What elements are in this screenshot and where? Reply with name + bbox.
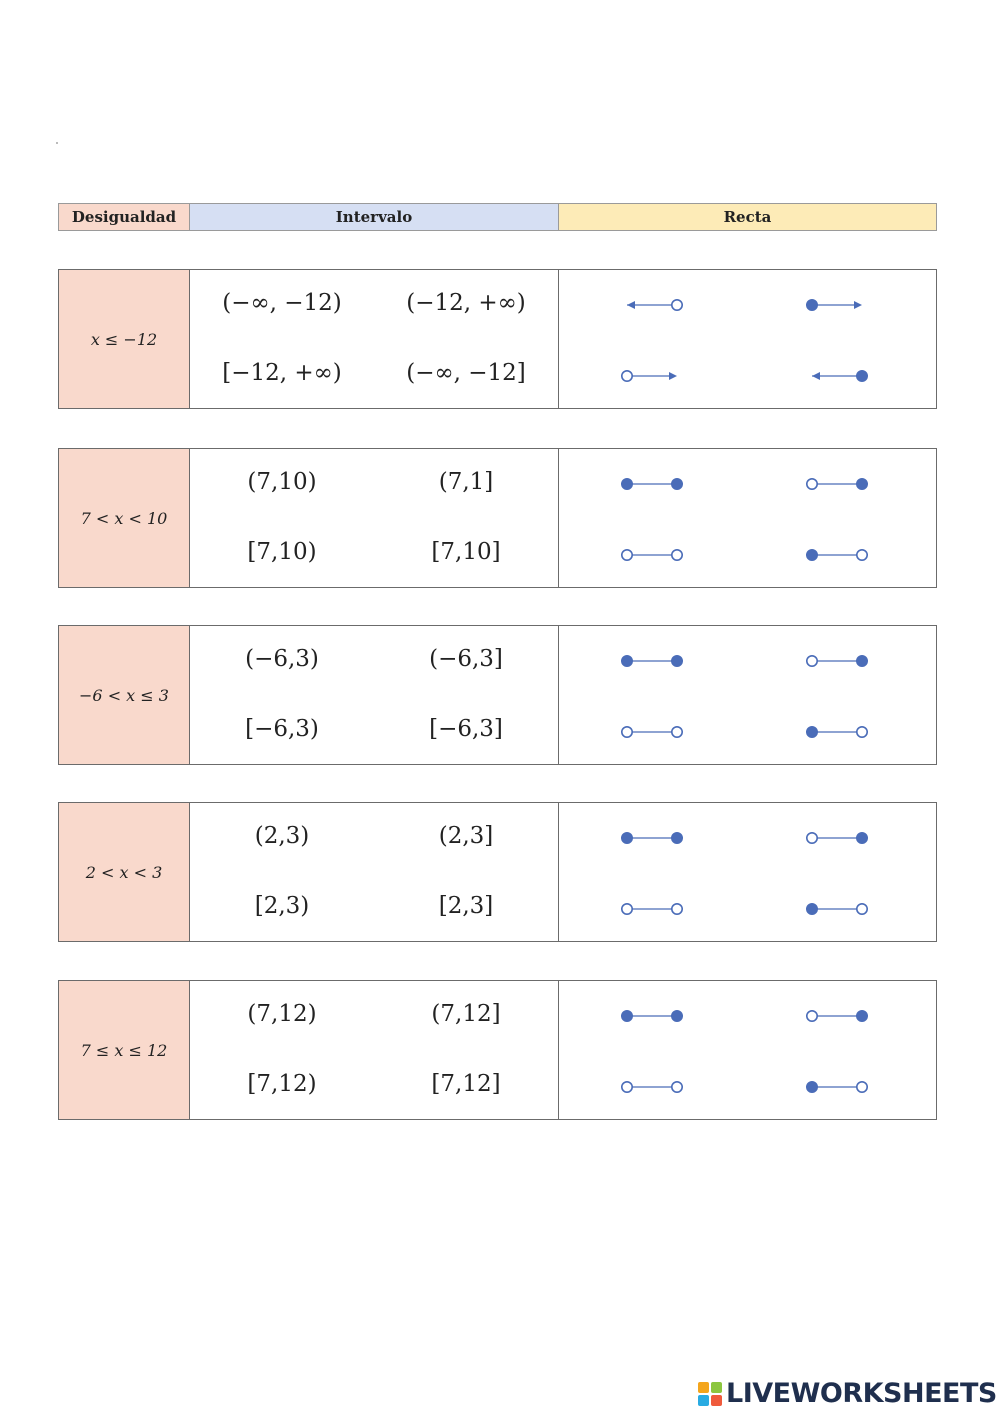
number-line-option[interactable]: [807, 727, 867, 737]
interval-option[interactable]: (−∞, −12]: [406, 360, 526, 386]
open-endpoint: [672, 1082, 682, 1092]
open-endpoint: [857, 904, 867, 914]
logo-text: LIVEWORKSHEETS: [726, 1378, 997, 1409]
open-endpoint: [672, 550, 682, 560]
open-endpoint: [807, 656, 817, 666]
closed-endpoint: [857, 1011, 867, 1021]
closed-endpoint: [622, 1011, 632, 1021]
open-endpoint: [672, 904, 682, 914]
closed-endpoint: [807, 550, 817, 560]
open-endpoint: [622, 550, 632, 560]
interval-option[interactable]: [7,10): [247, 539, 317, 565]
exercise-block: [58, 448, 937, 588]
inequality-label: 7 < x < 10: [59, 449, 190, 587]
number-line-option[interactable]: [807, 479, 867, 489]
closed-endpoint: [807, 1082, 817, 1092]
number-line-option[interactable]: [807, 904, 867, 914]
open-endpoint: [672, 727, 682, 737]
interval-option[interactable]: [−12, +∞): [222, 360, 342, 386]
arrow-right-icon: [854, 301, 862, 309]
number-line-option[interactable]: [622, 479, 682, 489]
interval-option[interactable]: (7,10): [247, 469, 317, 495]
interval-options: [190, 449, 559, 587]
open-endpoint: [857, 550, 867, 560]
interval-option[interactable]: [2,3): [254, 893, 310, 919]
logo-icon: [698, 1382, 722, 1406]
inequality-label: −6 < x ≤ 3: [59, 626, 190, 764]
closed-endpoint: [622, 656, 632, 666]
number-line-option[interactable]: [807, 1011, 867, 1021]
number-line-option[interactable]: [622, 550, 682, 560]
open-endpoint: [622, 904, 632, 914]
interval-option[interactable]: (−12, +∞): [406, 290, 526, 316]
stray-mark: [56, 142, 58, 144]
arrow-left-icon: [627, 301, 635, 309]
open-endpoint: [857, 1082, 867, 1092]
closed-endpoint: [807, 904, 817, 914]
header-intervalo: Intervalo: [190, 204, 559, 230]
open-endpoint: [857, 727, 867, 737]
number-lines-svg: [559, 449, 937, 587]
number-line-option[interactable]: [807, 833, 867, 843]
exercise-block: [58, 269, 937, 409]
number-line-option[interactable]: [807, 550, 867, 560]
open-endpoint: [807, 1011, 817, 1021]
closed-endpoint: [672, 656, 682, 666]
number-line-option[interactable]: [622, 656, 682, 666]
number-line-options: [559, 270, 936, 408]
liveworksheets-logo: [698, 1378, 997, 1409]
interval-option[interactable]: [2,3]: [438, 893, 494, 919]
inequality-label: 2 < x < 3: [59, 803, 190, 941]
number-line-option[interactable]: [807, 1082, 867, 1092]
closed-endpoint: [857, 479, 867, 489]
interval-option[interactable]: (2,3): [254, 823, 310, 849]
interval-option[interactable]: (−6,3): [245, 646, 319, 672]
number-line-option[interactable]: [622, 727, 682, 737]
closed-endpoint: [807, 300, 817, 310]
header-desigualdad: Desigualdad: [59, 204, 190, 230]
header-recta: Recta: [559, 204, 936, 230]
arrow-right-icon: [669, 372, 677, 380]
interval-option[interactable]: [7,10]: [431, 539, 501, 565]
interval-options: [190, 981, 559, 1119]
closed-endpoint: [672, 1011, 682, 1021]
interval-options: [190, 803, 559, 941]
interval-option[interactable]: (−∞, −12): [222, 290, 342, 316]
closed-endpoint: [857, 833, 867, 843]
closed-endpoint: [857, 371, 867, 381]
number-lines-svg: [559, 981, 937, 1119]
interval-option[interactable]: (7,12): [247, 1001, 317, 1027]
number-line-options: [559, 449, 936, 587]
closed-endpoint: [622, 833, 632, 843]
number-lines-svg: [559, 626, 937, 764]
number-line-options: [559, 626, 936, 764]
interval-option[interactable]: (7,12]: [431, 1001, 501, 1027]
number-line-option[interactable]: [812, 371, 867, 381]
interval-option[interactable]: (2,3]: [438, 823, 494, 849]
closed-endpoint: [807, 727, 817, 737]
arrow-left-icon: [812, 372, 820, 380]
open-endpoint: [622, 371, 632, 381]
number-line-option[interactable]: [622, 371, 677, 381]
interval-option[interactable]: [−6,3): [245, 716, 319, 742]
number-line-option[interactable]: [627, 300, 682, 310]
number-line-option[interactable]: [622, 904, 682, 914]
inequality-label: x ≤ −12: [59, 270, 190, 408]
number-line-option[interactable]: [807, 656, 867, 666]
number-lines-svg: [559, 803, 937, 941]
closed-endpoint: [857, 656, 867, 666]
interval-option[interactable]: (7,1]: [438, 469, 494, 495]
number-line-option[interactable]: [622, 1082, 682, 1092]
number-lines-svg: [559, 270, 937, 408]
closed-endpoint: [672, 479, 682, 489]
number-line-options: [559, 981, 936, 1119]
interval-option[interactable]: [7,12]: [431, 1071, 501, 1097]
interval-option[interactable]: (−6,3]: [429, 646, 503, 672]
exercise-block: [58, 625, 937, 765]
number-line-option[interactable]: [807, 300, 862, 310]
number-line-option[interactable]: [622, 1011, 682, 1021]
open-endpoint: [672, 300, 682, 310]
open-endpoint: [807, 479, 817, 489]
closed-endpoint: [622, 479, 632, 489]
open-endpoint: [807, 833, 817, 843]
number-line-options: [559, 803, 936, 941]
table-header: [58, 203, 937, 231]
open-endpoint: [622, 727, 632, 737]
interval-option[interactable]: [7,12): [247, 1071, 317, 1097]
closed-endpoint: [672, 833, 682, 843]
interval-options: [190, 626, 559, 764]
exercise-block: [58, 980, 937, 1120]
exercise-block: [58, 802, 937, 942]
interval-option[interactable]: [−6,3]: [429, 716, 503, 742]
inequality-label: 7 ≤ x ≤ 12: [59, 981, 190, 1119]
number-line-option[interactable]: [622, 833, 682, 843]
open-endpoint: [622, 1082, 632, 1092]
interval-options: [190, 270, 559, 408]
